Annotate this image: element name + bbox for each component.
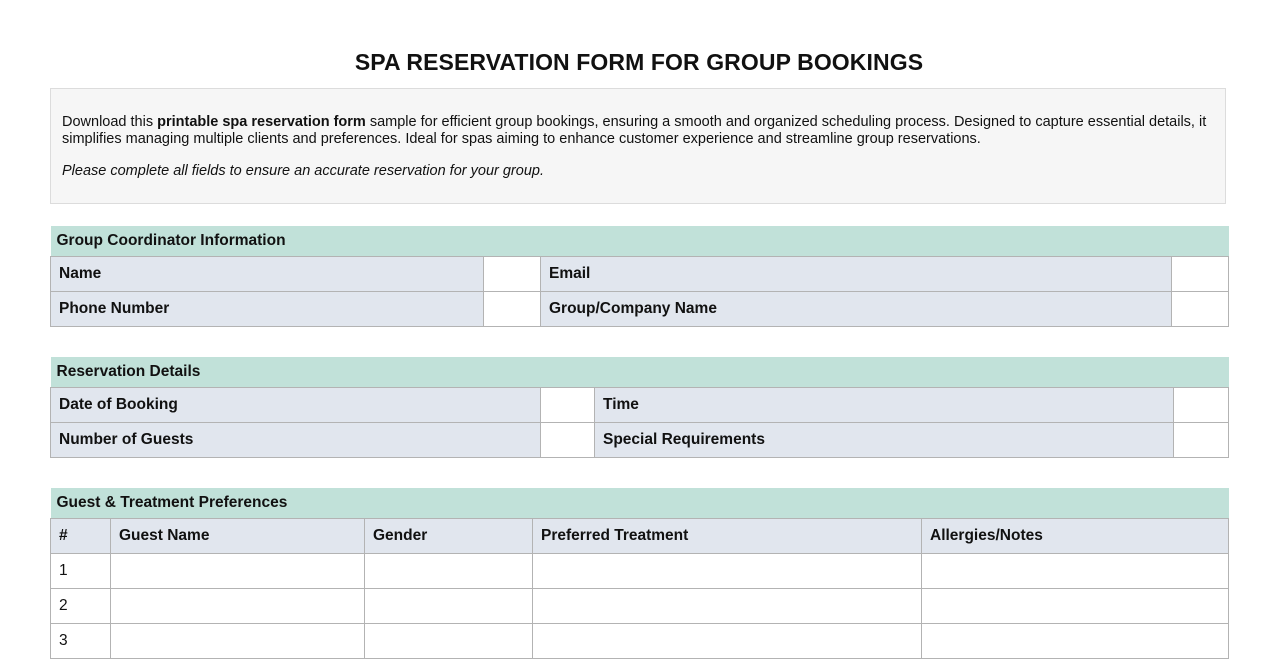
row-number: 3 <box>51 624 111 659</box>
gender-cell[interactable] <box>365 554 533 589</box>
special-req-label: Special Requirements <box>595 423 1174 458</box>
coordinator-heading: Group Coordinator Information <box>51 226 1229 257</box>
date-field[interactable] <box>541 388 595 423</box>
col-header-num: # <box>51 519 111 554</box>
coordinator-table <box>50 226 1229 327</box>
email-label: Email <box>541 257 1172 292</box>
intro-text <box>62 114 1215 148</box>
treatment-cell[interactable] <box>533 624 922 659</box>
guest-name-cell[interactable] <box>111 589 365 624</box>
guests-count-label: Number of Guests <box>51 423 541 458</box>
col-header-guest-name: Guest Name <box>111 519 365 554</box>
intro-box <box>50 88 1226 204</box>
notes-cell[interactable] <box>922 589 1229 624</box>
col-header-gender: Gender <box>365 519 533 554</box>
treatment-cell[interactable] <box>533 554 922 589</box>
gender-cell[interactable] <box>365 624 533 659</box>
name-field[interactable] <box>484 257 541 292</box>
name-label: Name <box>51 257 484 292</box>
guests-heading: Guest & Treatment Preferences <box>51 488 1229 519</box>
phone-field[interactable] <box>484 292 541 327</box>
page-title: SPA RESERVATION FORM FOR GROUP BOOKINGS <box>354 49 924 75</box>
col-header-treatment: Preferred Treatment <box>533 519 922 554</box>
table-row <box>51 589 1229 624</box>
guest-name-cell[interactable] <box>111 624 365 659</box>
reservation-heading: Reservation Details <box>51 357 1229 388</box>
guests-count-field[interactable] <box>541 423 595 458</box>
intro-text-bold: printable spa reservation form <box>157 114 366 130</box>
phone-label: Phone Number <box>51 292 484 327</box>
notes-cell[interactable] <box>922 624 1229 659</box>
gender-cell[interactable] <box>365 589 533 624</box>
row-number: 1 <box>51 554 111 589</box>
col-header-notes: Allergies/Notes <box>922 519 1229 554</box>
intro-text-end: sample for efficient group bookings, ensuring a smooth and organized scheduling process. Designed to capture essential details, it simplifies managing multiple clients and preferences. Ideal for spas aiming to enhance customer experience and streamline group reservations. <box>62 114 1207 147</box>
time-field[interactable] <box>1174 388 1229 423</box>
special-req-field[interactable] <box>1174 423 1229 458</box>
row-number: 2 <box>51 589 111 624</box>
email-field[interactable] <box>1172 257 1229 292</box>
intro-text-start: Download this <box>62 114 158 130</box>
reservation-table <box>50 357 1229 458</box>
notes-cell[interactable] <box>922 554 1229 589</box>
intro-note: Please complete all fields to ensure an accurate reservation for your group. <box>62 163 544 179</box>
table-row <box>51 624 1229 659</box>
company-label: Group/Company Name <box>541 292 1172 327</box>
table-row <box>51 554 1229 589</box>
company-field[interactable] <box>1172 292 1229 327</box>
guests-table <box>50 488 1229 659</box>
treatment-cell[interactable] <box>533 589 922 624</box>
date-label: Date of Booking <box>51 388 541 423</box>
time-label: Time <box>595 388 1174 423</box>
guest-name-cell[interactable] <box>111 554 365 589</box>
